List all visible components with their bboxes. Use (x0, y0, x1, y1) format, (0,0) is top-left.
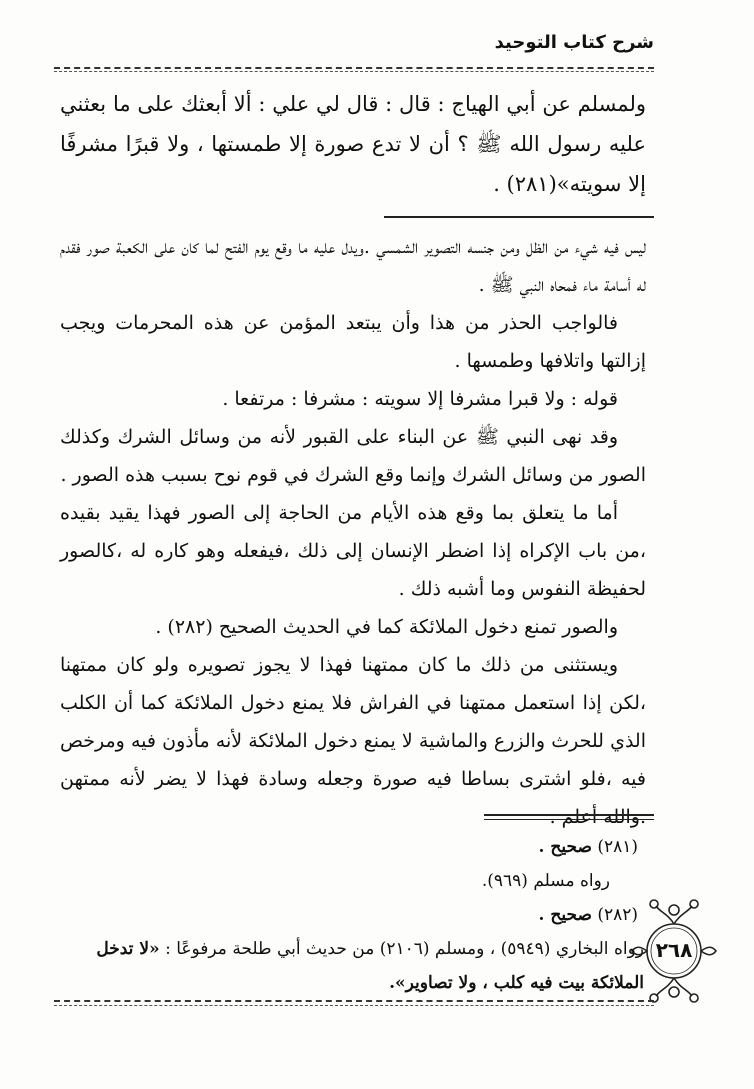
footer-divider (54, 1000, 654, 1002)
footnotes (60, 830, 644, 1000)
commentary-paragraph: قوله : ولا قبرا مشرفا إلا سويته : مشرفا : مرتفعا . (222, 388, 618, 410)
footnote-heading (60, 898, 638, 932)
running-header-title: شرح كتاب التوحيد (494, 32, 654, 53)
commentary-paragraph: ويستثنى من ذلك ما كان ممتهنا فهذا لا يجوز تصويره ولو كان ممتهنا ،لكن إذا استعمل ممتهنا في الفراش فلا يمنع دخول الملائكة كما أن الكلب الذي للحرث والزرع والماشية لا يمنع دخول الملائكة لأنه مأذون فيه ومرخص فيه ،فلو اشترى بساطا فيه صورة وجعله وسادة فهذا لا يضر لأنه ممتهن .والله أعلم . (60, 654, 646, 828)
footnote-separator (484, 814, 654, 816)
page-number: ٢٦٨ (655, 938, 693, 962)
commentary-paragraph: أما ما يتعلق بما وقع هذه الأيام من الحاجة إلى الصور فهذا يقيد بقيده ،من باب الإكراه إذا اضطر الإنسان إلى ذلك ،فيفعله وهو كاره له ،كالصور لحفيظة النفوس وما أشبه ذلك . (60, 502, 646, 600)
commentary-paragraph: والصور تمنع دخول الملائكة كما في الحديث الصحيح (٢٨٢) . (155, 616, 618, 638)
footnote-source-block (60, 932, 644, 1000)
commentary-paragraph: وقد نهى النبي ﷺ عن البناء على القبور لأنه من وسائل الشرك وكذلك الصور من وسائل الشرك وإنما وقع الشرك في قوم نوح بسبب هذه الصور . (60, 426, 646, 486)
footnote-source: رواه مسلم (٩٦٩). (481, 871, 610, 891)
header-divider (54, 67, 654, 69)
footnote-source: رواه البخاري (٥٩٤٩) ، ومسلم (٢١٠٦) من حديث أبي طلحة مرفوعًا : (165, 939, 644, 959)
commentary-paragraph: فالواجب الحذر من هذا وأن يبتعد المؤمن عن هذه المحرمات ويجب إزالتها واتلافها وطمسها . (60, 312, 646, 372)
footnote-grade: صحيح . (538, 837, 592, 857)
header-divider-thin (54, 71, 654, 72)
footnote-number: (٢٨١) (597, 837, 638, 857)
footnote-heading (60, 830, 638, 864)
hadith-text: ولمسلم عن أبي الهياج : قال : قال لي علي : ألا أبعثك على ما بعثني عليه رسول الله ﷺ ؟ أن لا تدع صورة إلا طمستها ، ولا قبرًا مشرفًا إلا سويته»(٢٨١) . (60, 92, 646, 196)
commentary-paragraph: ليس فيه شيء من الظل ومن جنسه التصوير الشمسي .ويدل عليه ما وقع يوم الفتح لما كان على الكعبة صور فقدم له أسامة ماء فمحاه النبي ﷺ . (60, 236, 646, 296)
footnote-number: (٢٨٢) (597, 905, 638, 925)
footnote-grade: صحيح . (538, 905, 592, 925)
footnote-quote: «لا تدخل الملائكة بيت فيه كلب ، ولا تصاوير». (96, 939, 644, 993)
footer-divider-thin (54, 1005, 654, 1006)
footnote-separator-thin (484, 819, 654, 820)
hadith-separator (384, 216, 654, 218)
commentary (60, 228, 646, 836)
